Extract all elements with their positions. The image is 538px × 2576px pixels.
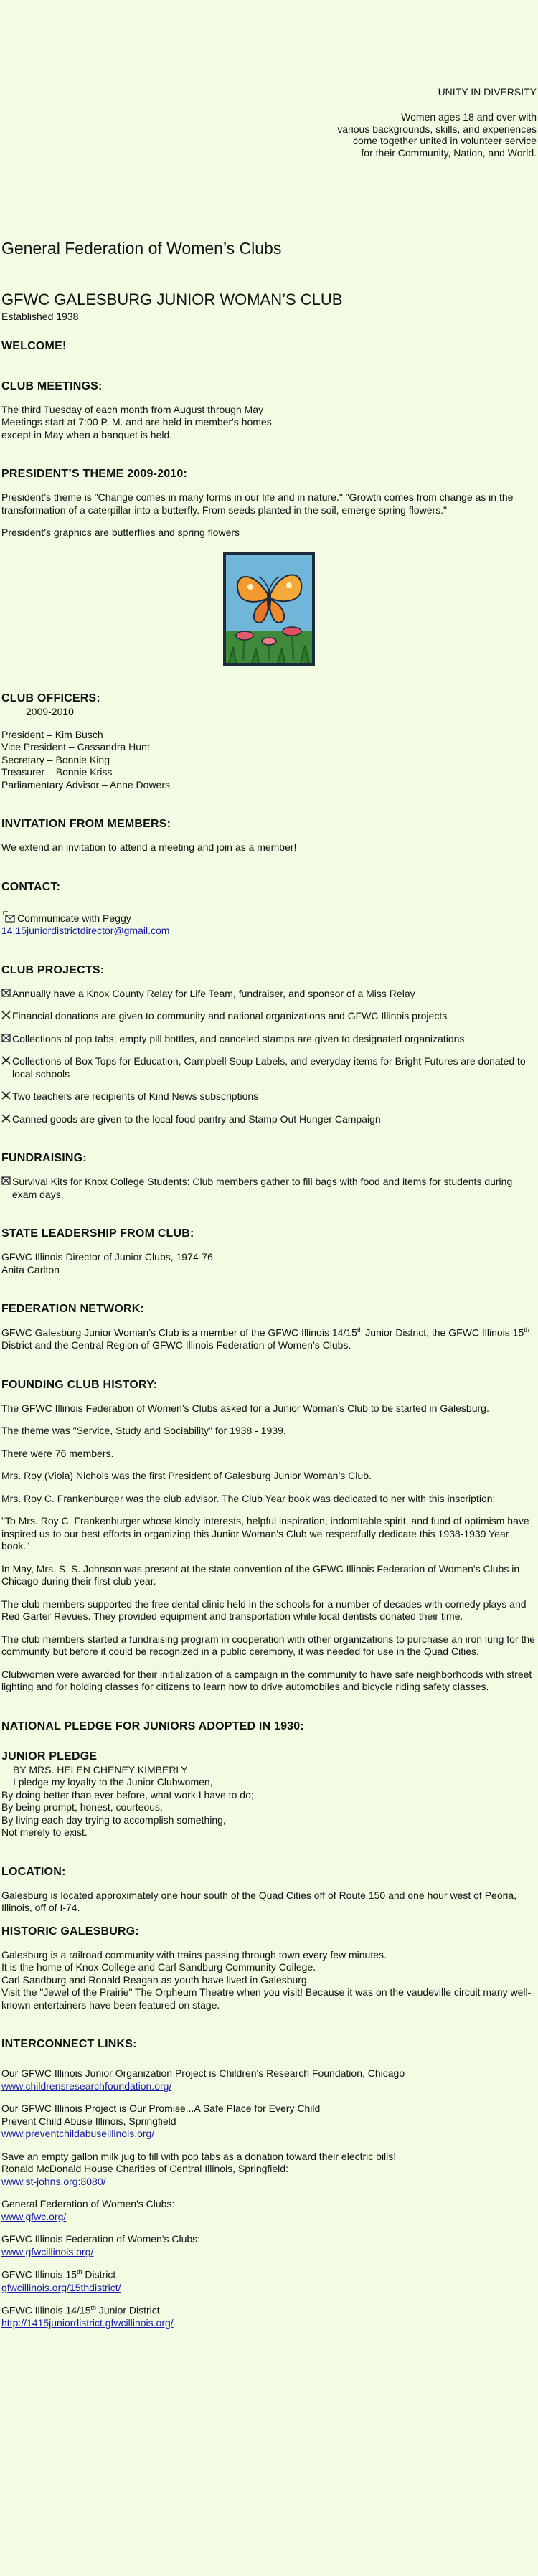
welcome-heading: WELCOME! (1, 339, 67, 352)
state-leadership-line: Anita Carlton (1, 1263, 60, 1275)
tagline-line: for their Community, Nation, and World. (361, 147, 537, 159)
project-item (0, 1033, 538, 1046)
meetings-heading: CLUB MEETINGS: (1, 379, 103, 392)
pledge-heading: NATIONAL PLEDGE FOR JUNIORS ADOPTED IN 1930: (1, 1719, 304, 1732)
links-heading: INTERCONNECT LINKS: (1, 2038, 137, 2051)
tagline-line: Women ages 18 and over with (401, 110, 537, 123)
contact-email-link[interactable]: 14.15juniordistrictdirector@gmail.com (1, 925, 170, 937)
historic-line: It is the home of Knox College and Carl Sandburg Community College. (1, 1961, 316, 1973)
project-item (0, 1010, 538, 1023)
junior-district-link[interactable]: http://1415juniordistrict.gfwcillinois.org/ (1, 2317, 174, 2329)
checkbox-bullet-icon (1, 1113, 11, 1123)
club-title: GFWC GALESBURG JUNIOR WOMAN’S CLUB (1, 290, 343, 308)
gfwc-illinois-link[interactable]: www.gfwcillinois.org/ (1, 2245, 94, 2257)
pledge-author: BY MRS. HELEN CHENEY KIMBERLY (13, 1763, 188, 1775)
theme-graphics-text: President’s graphics are butterflies and spring flowers (1, 527, 240, 539)
project-item (0, 1055, 538, 1080)
fundraising-heading: FUNDRAISING: (1, 1152, 87, 1165)
officer-item: Secretary – Bonnie King (1, 753, 110, 765)
invitation-text: We extend an invitation to attend a meeting and join as a member! (1, 841, 297, 854)
project-text: Financial donations are given to community and national organizations and GFWC Illinois projects (12, 1010, 448, 1022)
projects-heading: CLUB PROJECTS: (1, 963, 105, 976)
checkbox-bullet-icon (1, 1090, 11, 1100)
invitation-heading: INVITATION FROM MEMBERS: (1, 818, 171, 831)
fundraising-text: Survival Kits for Knox College Students: Club members gather to fill bags with food and items for students during exam days. (12, 1176, 513, 1200)
location-text: Galesburg is located approximately one hour south of the Quad Cities off of Route 150 and one hour west of Peoria, Illinois, off of I-74. (1, 1889, 517, 1914)
st-johns-link[interactable]: www.st-johns.org:8080/ (1, 2175, 106, 2187)
tagline-line: come together united in volunteer service (352, 135, 537, 147)
network-heading: FEDERATION NETWORK: (1, 1303, 145, 1316)
15th-district-link[interactable]: gfwcillinois.org/15thdistrict/ (1, 2281, 121, 2293)
historic-line: Galesburg is a railroad community with trains passing through town every few minutes. (1, 1948, 387, 1961)
theme-art (0, 552, 538, 669)
federation-title: General Federation of Women’s Clubs (1, 238, 282, 258)
checkbox-bullet-icon (1, 1033, 11, 1043)
checkbox-bullet-icon (1, 1055, 11, 1065)
link-description: GFWC Illinois 15th District (1, 2268, 116, 2281)
checkbox-bullet-icon (1, 988, 11, 998)
history-paragraph: The theme was "Service, Study and Sociability" for 1938 - 1939. (1, 1425, 286, 1437)
history-paragraph: Mrs. Roy C. Frankenburger was the club advisor. The Club Year book was dedicated to her with this inscription: (1, 1492, 496, 1504)
history-paragraph: Clubwomen were awarded for their initialization of a campaign in the community to have safe neighborhoods with street lighting and for holding classes for citizens to learn how to drive automobiles and bicycle riding safety classes. (1, 1668, 532, 1693)
history-paragraph: The GFWC Illinois Federation of Women’s Clubs asked for a Junior Woman’s Club to be started in Galesburg. (1, 1402, 489, 1414)
historic-heading: HISTORIC GALESBURG: (1, 1925, 139, 1938)
officer-item: Vice President – Cassandra Hunt (1, 741, 150, 753)
officer-item: President – Kim Busch (1, 728, 103, 740)
pledge-line: I pledge my loyalty to the Junior Clubwomen, (13, 1776, 213, 1788)
history-paragraph: In May, Mrs. S. S. Johnson was present at the state convention of the GFWC Illinois Federation of Women’s Clubs in Chicago during their first club year. (1, 1562, 520, 1587)
officer-item: Parliamentary Advisor – Anne Dowers (1, 778, 170, 791)
link-description: Our GFWC Illinois Project is Our Promise...A Safe Place for Every Child (1, 2103, 321, 2115)
butterfly-flowers-icon (223, 552, 315, 666)
checkbox-bullet-icon (1, 1176, 11, 1186)
project-text: Collections of pop tabs, empty pill bottles, and canceled stamps are given to designated organizations (12, 1032, 465, 1044)
meetings-line: except in May when a banquet is held. (1, 428, 173, 440)
history-paragraph: "To Mrs. Roy C. Frankenburger whose kindly interests, helpful inspiration, indomitable spirit, and fund of optimism have inspired us to our best efforts in organizing this Junior Woman’s Club we respectfully dedicate this 1938-1939 Year book." (1, 1515, 529, 1552)
mail-icon[interactable] (1, 910, 17, 923)
pledge-line: By being prompt, honest, courteous, (1, 1801, 163, 1813)
contact-row (0, 910, 538, 925)
contact-heading: CONTACT: (1, 880, 61, 893)
historic-line: Visit the "Jewel of the Prairie" The Orpheum Theatre when you visit! Because it was on the vaudeville circuit many well-known entertainers have been featured on stage. (1, 1986, 532, 2011)
link-description: Ronald McDonald House Charities of Central Illinois, Springfield: (1, 2163, 288, 2175)
theme-heading: PRESIDENT’S THEME 2009-2010: (1, 468, 188, 481)
officers-heading: CLUB OFFICERS: (1, 692, 100, 705)
meetings-line: The third Tuesday of each month from August through May (1, 403, 263, 415)
link-description: Prevent Child Abuse Illinois, Springfield (1, 2115, 176, 2127)
pledge-line: By living each day trying to accomplish something, (1, 1813, 226, 1826)
project-text: Annually have a Knox County Relay for Life Team, fundraiser, and sponsor of a Miss Relay (12, 987, 415, 999)
state-leadership-line: GFWC Illinois Director of Junior Clubs, 1974-76 (1, 1251, 213, 1263)
history-heading: FOUNDING CLUB HISTORY: (1, 1378, 158, 1391)
state-leadership-heading: STATE LEADERSHIP FROM CLUB: (1, 1227, 194, 1240)
project-item (0, 988, 538, 1001)
header-tagline-block (0, 0, 538, 159)
checkbox-bullet-icon (1, 1010, 11, 1020)
link-description: Our GFWC Illinois Junior Organization Project is Children's Research Foundation, Chicago (1, 2067, 405, 2080)
gfwc-link[interactable]: www.gfwc.org/ (1, 2210, 67, 2222)
fundraising-item (0, 1176, 538, 1201)
historic-line: Carl Sandburg and Ronald Reagan as youth have lived in Galesburg. (1, 1973, 310, 1986)
link-description: General Federation of Women's Clubs: (1, 2198, 175, 2210)
project-text: Collections of Box Tops for Education, Campbell Soup Labels, and everyday items for Bright Futures are donated to local schools (12, 1055, 526, 1080)
history-paragraph: There were 76 members. (1, 1447, 114, 1459)
history-paragraph: The club members started a fundraising program in cooperation with other organizations to purchase an iron lung for the community but before it could be recognized in a public ceremony, it was needed for use in the Quad Cities. (1, 1633, 535, 1658)
link-description: GFWC Illinois Federation of Women's Clubs: (1, 2233, 201, 2245)
officers-year: 2009-2010 (26, 706, 74, 718)
theme-text: President’s theme is "Change comes in many forms in our life and in nature." "Growth comes from change as in the transformation of a caterpillar into a butterfly. From seeds planted in the soil, emerge spring flowers." (1, 491, 514, 516)
network-text: GFWC Galesburg Junior Woman’s Club is a member of the GFWC Illinois 14/15th Junior District, the GFWC Illinois 15th District and the Central Region of GFWC Illinois Federation of Women’s Clubs. (1, 1326, 529, 1351)
history-paragraph: Mrs. Roy (Viola) Nichols was the first President of Galesburg Junior Woman’s Club. (1, 1470, 372, 1482)
history-paragraph: The club members supported the free dental clinic held in the schools for a number of decades with comedy plays and Red Garter Revues. They provided equipment and transportation while local dentists donated their time. (1, 1598, 527, 1623)
prevent-child-abuse-link[interactable]: www.preventchildabuseillinois.org/ (1, 2128, 155, 2140)
meetings-line: Meetings start at 7:00 P. M. and are held in member's homes (1, 416, 272, 428)
location-heading: LOCATION: (1, 1865, 66, 1878)
project-item (0, 1090, 538, 1103)
contact-label: Communicate with Peggy (17, 912, 131, 924)
pledge-line: By doing better than ever before, what work I have to do; (1, 1788, 254, 1801)
pledge-line: Not merely to exist. (1, 1826, 88, 1839)
link-description: GFWC Illinois 14/15th Junior District (1, 2304, 160, 2316)
unity-heading: UNITY IN DIVERSITY (438, 86, 537, 98)
officer-item: Treasurer – Bonnie Kriss (1, 766, 113, 778)
pledge-subheading: JUNIOR PLEDGE (1, 1750, 98, 1763)
tagline-line: various backgrounds, skills, and experiences (337, 123, 537, 135)
project-text: Canned goods are given to the local food pantry and Stamp Out Hunger Campaign (12, 1113, 381, 1125)
childrens-research-link[interactable]: www.childrensresearchfoundation.org/ (1, 2080, 172, 2092)
project-item (0, 1113, 538, 1126)
link-description: Save an empty gallon milk jug to fill with pop tabs as a donation toward their electric bills! (1, 2150, 397, 2162)
established-text: Established 1938 (1, 311, 79, 323)
project-text: Two teachers are recipients of Kind News subscriptions (12, 1090, 259, 1103)
